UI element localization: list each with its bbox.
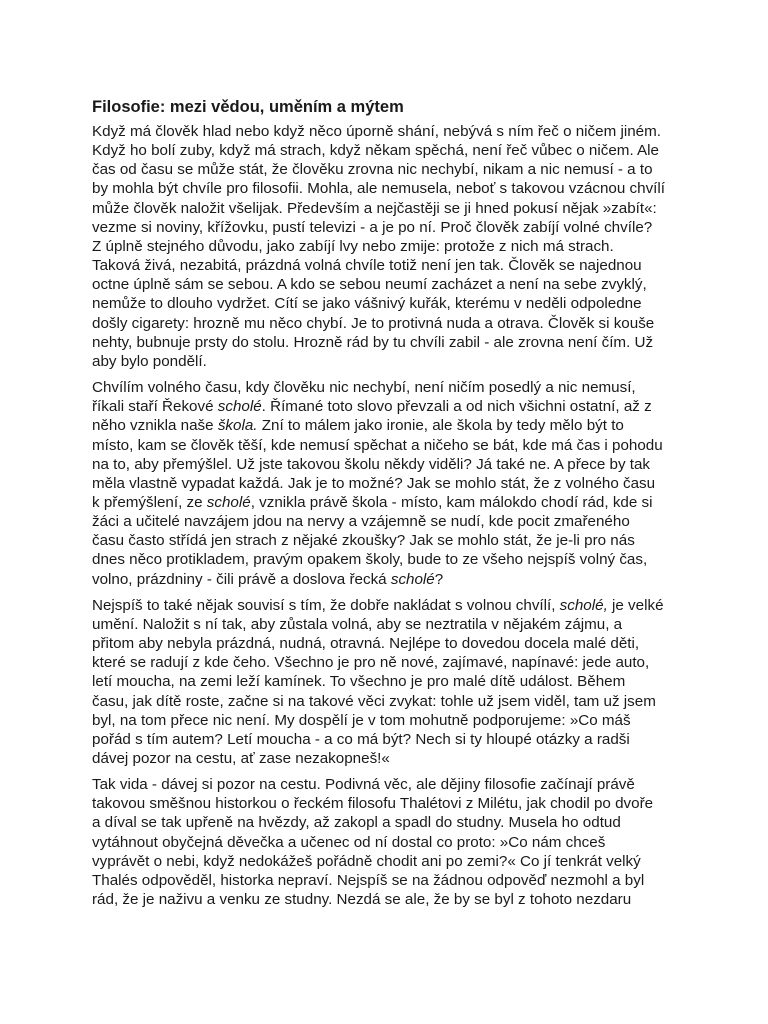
text-segment: Thalés odpověděl, historka nepraví. Nejspíš se na žádnou odpověď nezmohl a byl: [92, 871, 645, 889]
text-line: [92, 711, 692, 730]
text-line: [92, 378, 692, 397]
text-line: [92, 749, 692, 768]
text-line: [92, 141, 692, 160]
paragraph: [92, 596, 692, 768]
document-title: Filosofie: mezi vědou, uměním a mýtem: [92, 98, 404, 116]
text-line: [92, 179, 692, 198]
text-segment: Když má člověk hlad nebo když něco úporně shání, nebývá s ním řeč o ničem jiném.: [92, 123, 661, 140]
text-segment: Tak vida - dávej si pozor na cestu. Podivná věc, ale dějiny filosofie začínají právě: [92, 776, 635, 794]
text-segment: by mohla být chvíle pro filosofii. Mohla, ale nemusela, neboť s takovou vzácnou chvílí: [92, 180, 665, 198]
text-line: [92, 160, 692, 179]
text-segment: nehty, bubnuje prsty do stolu. Hrozně rád by tu chvíli zabil - ale zrovna není čím. Už: [92, 333, 654, 351]
text-line: [92, 890, 692, 909]
text-segment: volno, prázdniny - čili právě a doslova řecká: [92, 570, 391, 588]
text-segment: . Římané toto slovo převzali a od nich všichni ostatní, až z: [261, 398, 652, 416]
document-page: [92, 96, 692, 916]
text-line: [92, 871, 692, 890]
text-line: [92, 397, 692, 416]
text-line: [92, 455, 692, 474]
text-segment: byl, na tom přece nic není. My dospělí je v tom mohutně podporujeme: »Co máš: [92, 711, 631, 729]
text-segment: nemůže to dlouho vydržet. Cítí se jako vášnivý kuřák, kterému v neděli odpoledne: [92, 295, 642, 313]
text-line: [92, 275, 692, 294]
text-line: [92, 352, 692, 371]
text-line: [92, 416, 692, 435]
text-line: [92, 199, 692, 218]
paragraph: [92, 122, 692, 371]
text-segment: Zní to málem jako ironie, ale škola by tedy mělo být to: [257, 417, 624, 435]
text-line: [92, 493, 692, 512]
text-line: [92, 314, 692, 333]
text-segment: aby bylo pondělí.: [92, 352, 207, 370]
text-line: [92, 672, 692, 691]
text-segment: přitom aby nebyla prázdná, nudná, otravná. Nejlépe to dovedou docela malé děti,: [92, 635, 640, 653]
text-line: [92, 794, 692, 813]
text-line: [92, 550, 692, 569]
text-line: [92, 775, 692, 794]
text-segment: vyprávět o nebi, když nedokážeš pořádně chodit ani po zemi?« Co jí tenkrát velký: [92, 852, 641, 870]
text-segment: vytáhnout obyčejná děvečka a učenec od ní dostal co proto: »Co nám chceš: [92, 833, 606, 851]
text-segment: octne úplně sám se sebou. A kdo se sebou neumí zacházet a není na sebe zvyklý,: [92, 276, 647, 294]
text-segment: Nejspíš to také nějak souvisí s tím, že dobře nakládat s volnou chvílí,: [92, 596, 560, 614]
text-segment: může člověk naložit všelijak. Především a nejčastěji se ji hned pokusí nějak »zabít«:: [92, 199, 657, 217]
text-segment: umění. Naložit s ní tak, aby zůstala volná, aby se neztratila v nějakém zájmu, a: [92, 615, 623, 633]
text-segment: měla vlastně vypadat každá. Jak je to možné? Jak se mohlo stát, že z volného času: [92, 474, 656, 492]
text-segment: dávej pozor na cestu, ať zase nezakopneš!«: [92, 750, 390, 767]
text-segment: místo, kam se člověk těší, kde nemusí spěchat a ničeho se bát, kde má čas i pohodu: [92, 436, 663, 454]
text-line: [92, 596, 692, 615]
italic-term: scholé: [217, 398, 262, 416]
text-segment: a díval se tak upřeně na hvězdy, až zakopl a spadl do studny. Musela ho odtud: [92, 814, 621, 832]
text-segment: vezme si noviny, křížovku, pustí televizi - a je po ní. Proč člověk zabíjí volné chvíle?: [92, 218, 653, 236]
text-segment: , vznikla právě škola - místo, kam málokdo chodí rád, kde si: [250, 493, 653, 511]
text-segment: času často střídá jen strach z nějaké zkoušky? Jak se mohlo stát, že je-li pro nás: [92, 532, 635, 550]
text-segment: rád, že je naživu a venku ze studny. Nezdá se ale, že by se byl z tohoto nezdaru: [92, 891, 632, 909]
text-segment: k přemýšlení, ze: [92, 493, 207, 511]
text-segment: došly cigarety: hrozně mu něco chybí. Je to protivná nuda a otrava. Člověk si kouše: [92, 314, 655, 332]
text-line: [92, 730, 692, 749]
text-line: [92, 218, 692, 237]
text-line: [92, 634, 692, 653]
text-segment: času, jak dítě roste, začne si na takové věci zvykat: tohle už jsem viděl, tam už jsem: [92, 692, 656, 710]
text-segment: žáci a učitelé navzájem jdou na nervy a vzájemně se nudí, kde pocit zmařeného: [92, 513, 630, 531]
italic-term: scholé,: [559, 596, 608, 614]
paragraph: [92, 775, 692, 909]
text-line: [92, 436, 692, 455]
text-segment: Taková živá, nezabitá, prázdná volná chvíle totiž není jen tak. Člověk se najednou: [92, 257, 642, 275]
text-segment: Chvílím volného času, kdy člověku nic nechybí, není ničím posedlý a nic nemusí,: [92, 379, 636, 397]
text-line: [92, 512, 692, 531]
italic-term: scholé: [206, 493, 251, 511]
text-line: [92, 122, 692, 141]
text-segment: říkali staří Řekové: [92, 398, 218, 416]
text-segment: letí moucha, na zemi leží kamínek. To všechno je pro malé dítě událost. Během: [92, 673, 626, 691]
text-line: [92, 294, 692, 313]
text-segment: Když ho bolí zuby, když má strach, když někam spěchá, není řeč vůbec o ničem. Ale: [92, 142, 659, 160]
text-segment: na to, aby přemýšlel. Už jste takovou školu někdy viděli? Já také ne. A přece by tak: [92, 455, 651, 473]
text-line: [92, 474, 692, 493]
text-segment: čas od času se může stát, že člověku zrovna nic nechybí, nikam a nic nemusí - a to: [92, 161, 653, 179]
text-line: [92, 570, 692, 589]
text-segment: ?: [434, 570, 444, 588]
text-line: [92, 256, 692, 275]
text-segment: které se radují z kde čeho. Všechno je pro ně nové, zajímavé, napínavé: jede auto,: [92, 654, 650, 672]
document-body: [92, 122, 692, 909]
text-line: [92, 531, 692, 550]
text-line: [92, 333, 692, 352]
text-line: [92, 653, 692, 672]
text-line: [92, 852, 692, 871]
text-line: [92, 833, 692, 852]
text-line: [92, 237, 692, 256]
text-line: [92, 692, 692, 711]
text-segment: pořád s tím autem? Letí moucha - a co má být? Nech si ty hloupé otázky a radši: [92, 730, 630, 748]
text-line: [92, 615, 692, 634]
text-segment: Z úplně stejného důvodu, jako zabíjí lvy nebo zmije: protože z nich má strach.: [92, 237, 614, 255]
text-segment: dnes něco protikladem, pravým opakem školy, bude to ze všeho nejspíš volný čas,: [92, 551, 648, 569]
italic-term: scholé: [390, 570, 435, 588]
italic-term: škola.: [217, 417, 258, 435]
paragraph: [92, 378, 692, 589]
text-line: [92, 813, 692, 832]
text-segment: takovou směšnou historkou o řeckém filosofu Thalétovi z Milétu, jak chodil po dvoře: [92, 795, 654, 813]
text-segment: je velké: [607, 596, 664, 614]
text-segment: něho vznikla naše: [92, 417, 218, 435]
